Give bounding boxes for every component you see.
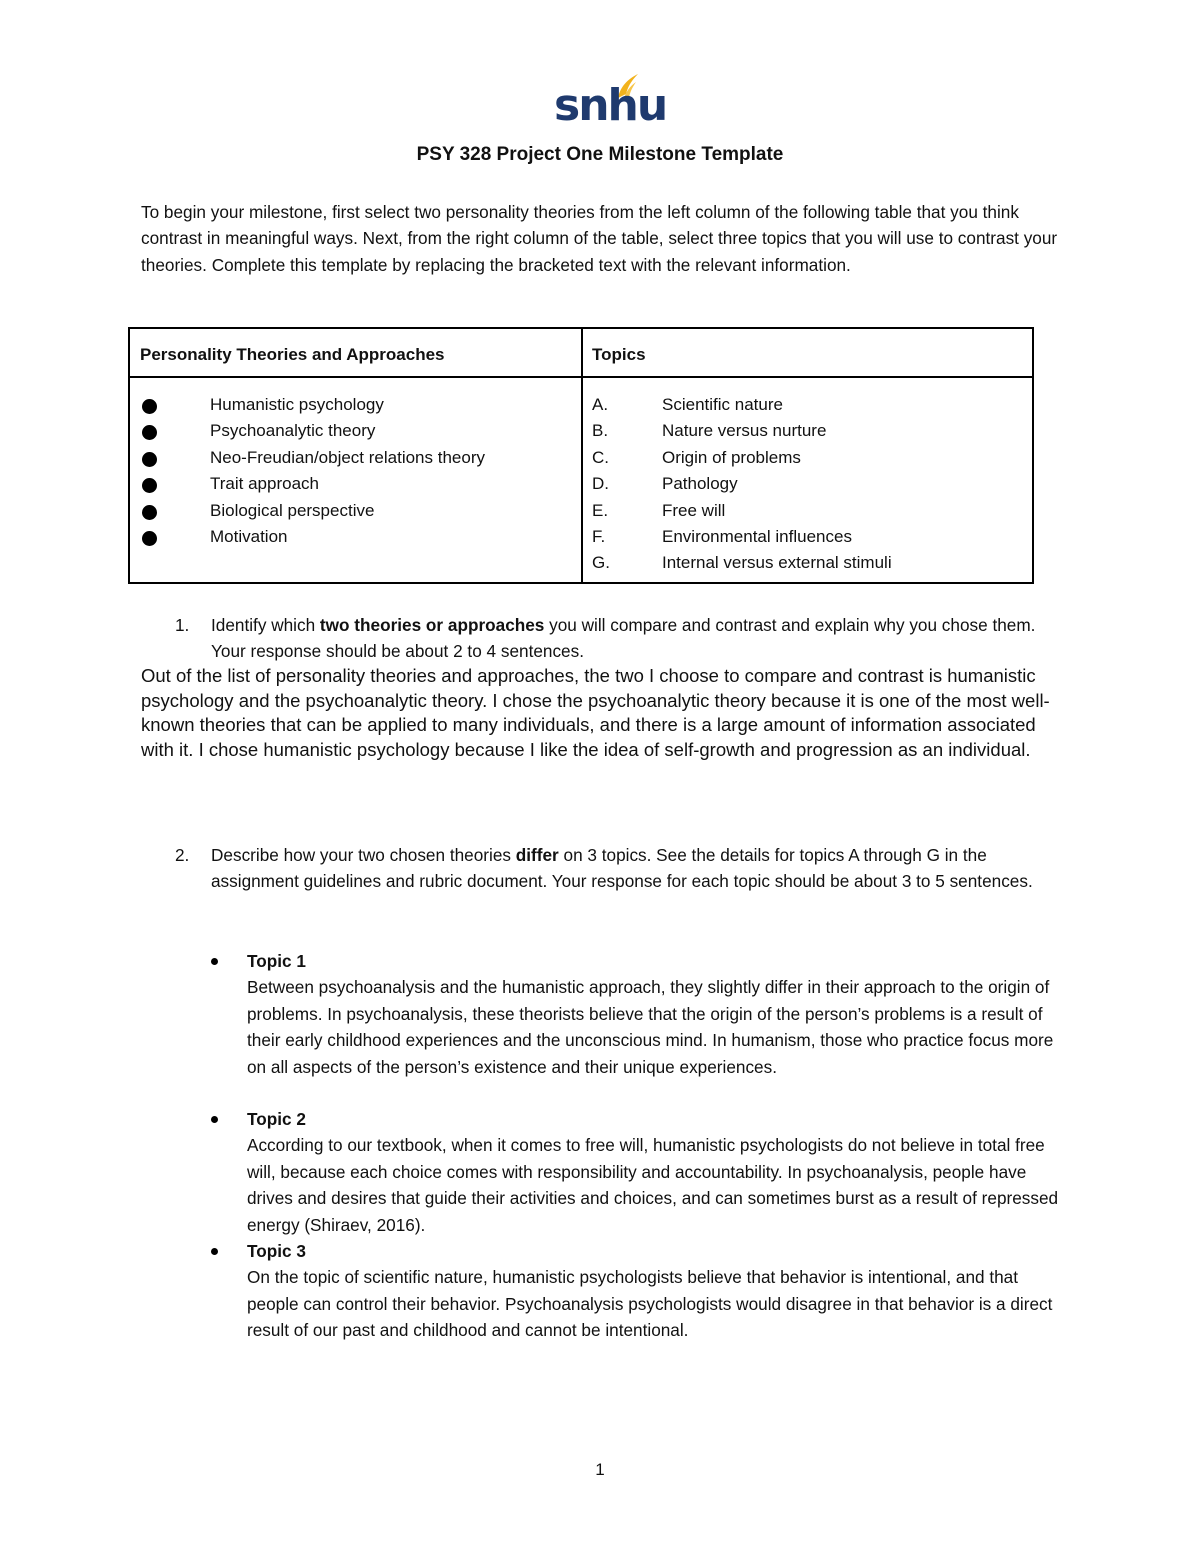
bullet-icon	[142, 505, 157, 520]
bullet-icon	[142, 531, 157, 546]
question-text-part: Describe how your two chosen theories	[211, 845, 516, 865]
topic-heading: Topic 2	[247, 1109, 306, 1129]
topic-letter: A.	[592, 395, 609, 414]
bullet-icon	[142, 399, 157, 414]
theory-label: Neo-Freudian/object relations theory	[210, 447, 485, 467]
bullet-icon	[142, 478, 157, 493]
question-number: 1.	[175, 615, 190, 635]
topic-label: Scientific nature	[662, 395, 783, 414]
logo-text: snhu	[554, 80, 667, 131]
topic-label: Internal versus external stimuli	[662, 553, 892, 573]
bullet-icon	[211, 1116, 218, 1123]
theory-label: Trait approach	[210, 474, 319, 494]
topic-label: Environmental influences	[662, 526, 852, 546]
bullet-icon	[142, 425, 157, 440]
topic-heading: Topic 1	[247, 951, 306, 971]
page-title: PSY 328 Project One Milestone Template	[416, 144, 784, 165]
topic-text: On the topic of scientific nature, humanistic psychologists believe that behavior is intentional, and that people can control their behavior. Psychoanalysis psychologists would disagree in that behavior is a direct result of our past and childhood and cannot be intentional.	[247, 1267, 1053, 1341]
topic-letter: G.	[592, 553, 610, 573]
question-text-bold: differ	[515, 845, 559, 865]
topic-letter: D.	[592, 474, 609, 494]
topic-letter: B.	[592, 421, 609, 441]
bullet-icon	[142, 452, 157, 467]
theory-label: Humanistic psychology	[210, 395, 384, 414]
table-header-theories: Personality Theories and Approaches	[140, 345, 445, 364]
table-divider-vertical	[581, 329, 583, 582]
snhu-logo	[552, 70, 667, 132]
topic-label: Pathology	[662, 474, 738, 494]
topic-text: Between psychoanalysis and the humanistic approach, they slightly differ in their approach to the origin of problems. In psychoanalysis, these theorists believe that the origin of the person’s problems is a result of their early childhood experiences and the unconscious mind. In humanism, those who practice focus more on all aspects of the person’s existence and their unique experiences.	[247, 977, 1054, 1077]
question-number: 2.	[175, 845, 190, 865]
question-text	[211, 612, 1061, 665]
topic-heading: Topic 3	[247, 1241, 306, 1261]
topic-text: According to our textbook, when it comes to free will, humanistic psychologists do not believe in total free will, because each choice comes with responsibility and accountability. In psychoanalysis, people have drives and desires that guide their activities and choices, and can sometimes burst as a result of repressed energy (Shiraev, 2016).	[247, 1135, 1059, 1235]
topic-label: Origin of problems	[662, 447, 801, 467]
table-divider-horizontal	[130, 376, 1032, 378]
topic-letter: F.	[592, 526, 606, 546]
page-number: 1	[595, 1460, 605, 1479]
theory-label: Motivation	[210, 526, 288, 546]
bullet-icon	[211, 958, 218, 965]
theories-topics-table	[128, 327, 1034, 584]
question-text-bold: two theories or approaches	[319, 615, 545, 635]
question-text	[211, 842, 1061, 895]
topic-letter: C.	[592, 447, 609, 467]
question-text-part: you will compare and contrast and explain why you chose them. Your response should be about 2 to 4 sentences.	[211, 615, 1036, 662]
table-header-topics: Topics	[592, 345, 646, 364]
topic-label: Free will	[662, 500, 726, 520]
intro-paragraph: To begin your milestone, first select two personality theories from the left column of the following table that you think contrast in meaningful ways. Next, from the right column of the table, select three topics that you will use to contrast your theories. Complete this template by replacing the bracketed text with the relevant information.	[141, 202, 1058, 275]
theory-label: Biological perspective	[210, 500, 375, 520]
topic-letter: E.	[592, 500, 609, 520]
question-text-part: Identify which	[211, 615, 320, 635]
theory-label: Psychoanalytic theory	[210, 421, 376, 441]
topic-label: Nature versus nurture	[662, 421, 827, 441]
answer-1: Out of the list of personality theories and approaches, the two I choose to compare and contrast is humanistic psychology and the psychoanalytic theory. I chose the psychoanalytic theory because it is one of the most well-known theories that can be applied to many individuals, and there is a large amount of information associated with it. I chose humanistic psychology because I like the idea of self-growth and progression as an individual.	[141, 665, 1050, 760]
bullet-icon	[211, 1248, 218, 1255]
question-text-part: on 3 topics. See the details for topics A through G in the assignment guidelines and rubric document. Your response for each topic should be about 3 to 5 sentences.	[211, 845, 1033, 892]
